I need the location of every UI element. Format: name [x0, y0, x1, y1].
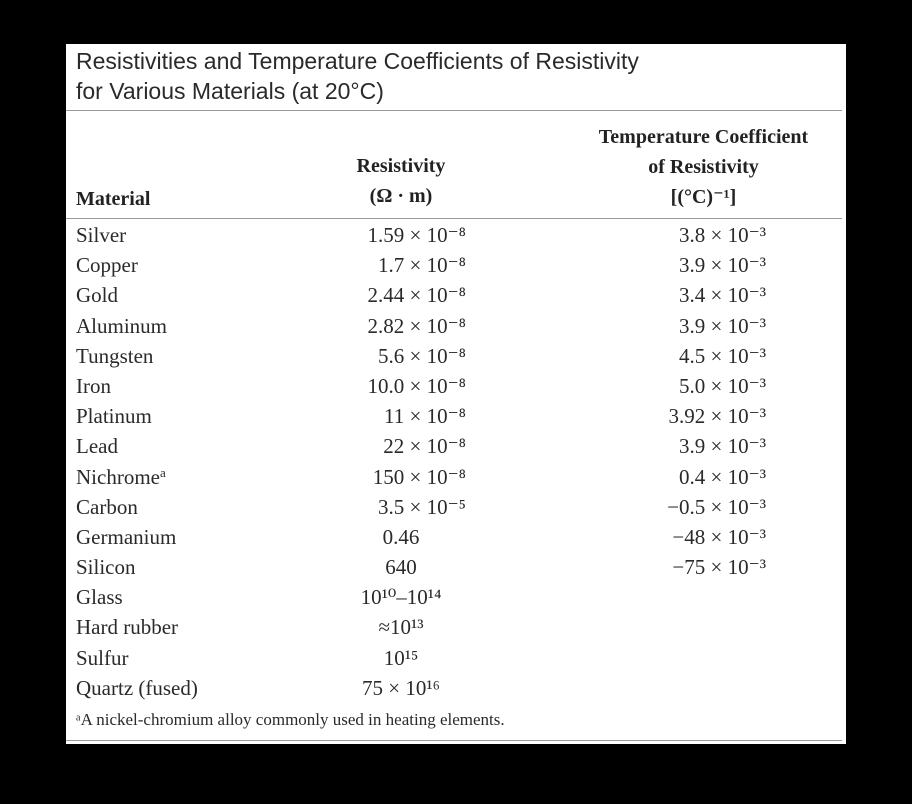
material-cell — [76, 585, 123, 610]
temp-coefficient-cell: 4.5 × 10⁻³ — [679, 343, 766, 368]
resistivity-cell: 150 × 10⁻⁸ — [372, 464, 466, 489]
temp-coefficient-cell: 3.9 × 10⁻³ — [679, 434, 766, 459]
table-row — [66, 372, 846, 402]
material-name: Tungsten — [76, 343, 154, 368]
temp-coefficient-cell: −0.5 × 10⁻³ — [667, 494, 766, 519]
material-name: Aluminum — [76, 313, 168, 338]
header-tc-line-1: Temperature Coefficient — [598, 126, 809, 148]
material-cell — [76, 404, 152, 429]
material-cell — [76, 223, 126, 248]
resistivity-cell: 10¹⁰–10¹⁴ — [360, 585, 442, 610]
top-rule — [66, 110, 842, 111]
temp-coefficient-cell: 3.8 × 10⁻³ — [679, 223, 766, 247]
material-name: Gold — [76, 283, 118, 308]
table-row — [66, 613, 846, 643]
material-name: Carbon — [76, 494, 138, 519]
table-card — [66, 44, 846, 744]
material-name: Copper — [76, 253, 138, 278]
bottom-rule — [66, 740, 842, 741]
temp-coefficient-cell: −48 × 10⁻³ — [672, 524, 766, 549]
table-row — [66, 221, 846, 251]
temp-coefficient-cell: 3.9 × 10⁻³ — [679, 253, 766, 278]
resistivity-cell: 0.46 — [382, 524, 420, 549]
material-name: Glass — [76, 585, 123, 610]
temp-coefficient-cell: 5.0 × 10⁻³ — [679, 373, 766, 398]
material-name: Silver — [76, 223, 127, 247]
material-name: Sulfur — [76, 645, 129, 670]
material-cell — [76, 646, 129, 671]
resistivity-cell: 5.6 × 10⁻⁸ — [378, 343, 466, 368]
material-name: Germanium — [76, 524, 177, 549]
header-resistivity-line-2: (Ω · m) — [369, 185, 433, 207]
resistivity-cell: 1.59 × 10⁻⁸ — [367, 223, 466, 247]
header-rule — [66, 218, 842, 219]
header-temp-coefficient — [561, 122, 846, 212]
temp-coefficient-cell: 0.4 × 10⁻³ — [679, 464, 766, 489]
material-name: Iron — [76, 373, 111, 398]
material-name: Hard rubber — [76, 615, 179, 640]
table-row — [66, 493, 846, 523]
resistivity-cell: 22 × 10⁻⁸ — [383, 434, 466, 459]
header-resistivity-line-1: Resistivity — [356, 155, 446, 177]
footnote-marker: a — [159, 464, 166, 480]
material-cell — [76, 434, 118, 459]
footnote: ᵃA nickel-chromium alloy commonly used in heating elements. — [76, 710, 505, 729]
header-tc-line-3: [(°C)⁻¹] — [670, 186, 737, 208]
table-row — [66, 281, 846, 311]
title-line-1: Resistivities and Temperature Coefficients of Resistivity — [76, 48, 639, 74]
table-row — [66, 644, 846, 674]
header-material: Material — [76, 188, 151, 210]
resistivity-cell: 10¹⁵ — [383, 645, 419, 670]
table-row — [66, 523, 846, 553]
resistivity-cell: 10.0 × 10⁻⁸ — [367, 373, 466, 398]
material-cell — [76, 314, 167, 339]
material-cell — [76, 676, 198, 701]
table-row — [66, 342, 846, 372]
material-cell — [76, 344, 153, 369]
resistivity-cell: ≈10¹³ — [378, 615, 424, 640]
material-cell — [76, 465, 166, 490]
temp-coefficient-cell: −75 × 10⁻³ — [672, 555, 766, 580]
temp-coefficient-cell: 3.4 × 10⁻³ — [679, 283, 766, 308]
temp-coefficient-cell: 3.9 × 10⁻³ — [679, 313, 766, 338]
material-cell — [76, 283, 118, 308]
resistivity-cell: 1.7 × 10⁻⁸ — [378, 253, 466, 278]
table-row — [66, 432, 846, 462]
material-cell — [76, 495, 138, 520]
temp-coefficient-cell: 3.92 × 10⁻³ — [668, 404, 766, 429]
resistivity-cell: 75 × 10¹⁶ — [362, 675, 440, 700]
material-cell — [76, 525, 176, 550]
resistivity-cell: 640 — [385, 555, 417, 580]
table-row — [66, 251, 846, 281]
resistivity-cell: 3.5 × 10⁻⁵ — [378, 494, 466, 519]
table-row — [66, 674, 846, 704]
material-cell — [76, 374, 111, 399]
material-cell — [76, 253, 138, 278]
resistivity-cell: 11 × 10⁻⁸ — [384, 404, 466, 429]
header-resistivity — [316, 151, 486, 211]
resistivity-cell: 2.44 × 10⁻⁸ — [367, 283, 466, 308]
material-cell — [76, 615, 178, 640]
material-cell — [76, 555, 136, 580]
table-row — [66, 553, 846, 583]
table-row — [66, 402, 846, 432]
table-row — [66, 583, 846, 613]
header-tc-line-2: of Resistivity — [648, 156, 759, 178]
table-row — [66, 463, 846, 493]
material-name: Silicon — [76, 555, 136, 580]
table-title — [76, 46, 836, 106]
material-name: Nichrome — [76, 464, 160, 489]
table-body — [66, 221, 846, 704]
resistivity-cell: 2.82 × 10⁻⁸ — [367, 313, 466, 338]
material-name: Lead — [76, 434, 118, 459]
table-row — [66, 312, 846, 342]
material-name: Quartz (fused) — [76, 675, 198, 700]
title-line-2: for Various Materials (at 20°C) — [76, 78, 384, 104]
material-name: Platinum — [76, 404, 152, 429]
